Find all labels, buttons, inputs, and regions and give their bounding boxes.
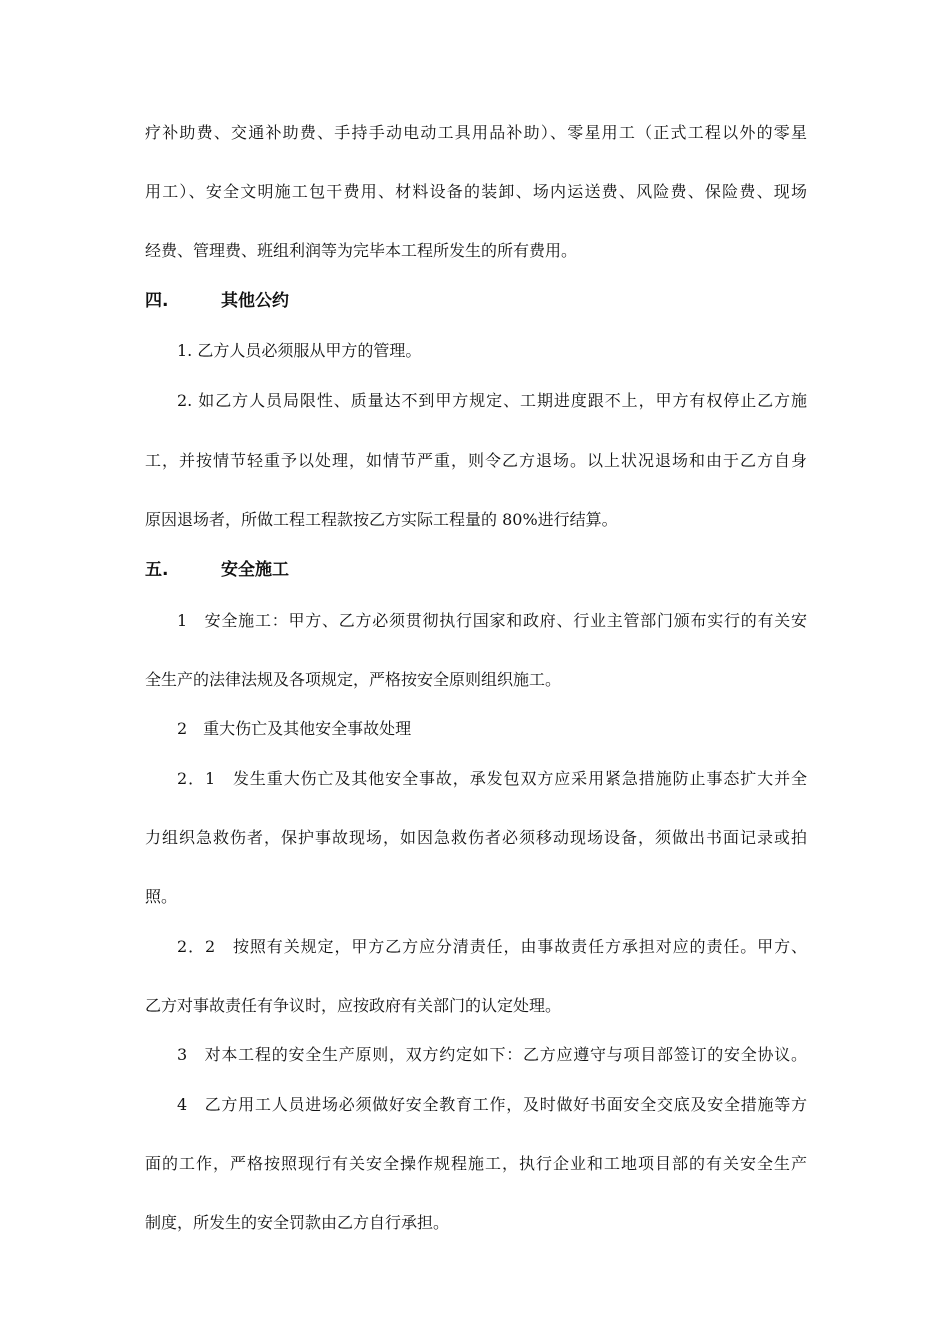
paragraph-line: 1. 乙方人员必须服从甲方的管理。 — [177, 341, 422, 360]
paragraph-line: 2．2 按照有关规定，甲方乙方应分清责任，由事故责任方承担对应的责任。甲方、 — [177, 937, 807, 956]
section-title: 其他公约 — [221, 291, 289, 311]
section-heading-4 — [145, 290, 289, 312]
paragraph-line: 经费、管理费、班组利润等为完毕本工程所发生的所有费用。 — [145, 241, 578, 260]
paragraph-line: 制度，所发生的安全罚款由乙方自行承担。 — [145, 1213, 450, 1232]
paragraph-line: 用工）、安全文明施工包干费用、材料设备的装卸、场内运送费、风险费、保险费、现场 — [145, 182, 807, 201]
paragraph-line: 照。 — [145, 887, 178, 906]
paragraph-line: 面的工作，严格按照现行有关安全操作规程施工，执行企业和工地项目部的有关安全生产 — [145, 1154, 807, 1173]
section-heading-5 — [145, 559, 289, 581]
paragraph-line: 全生产的法律法规及各项规定，严格按安全原则组织施工。 — [145, 670, 562, 689]
paragraph-line: 1 安全施工：甲方、乙方必须贯彻执行国家和政府、行业主管部门颁布实行的有关安 — [177, 611, 807, 630]
paragraph-line: 3 对本工程的安全生产原则，双方约定如下：乙方应遵守与项目部签订的安全协议。 — [177, 1045, 807, 1064]
section-number: 四. — [145, 291, 169, 311]
paragraph-line: 工，并按情节轻重予以处理，如情节严重，则令乙方退场。以上状况退场和由于乙方自身 — [145, 451, 807, 470]
section-title: 安全施工 — [221, 560, 289, 580]
paragraph-line: 2 重大伤亡及其他安全事故处理 — [177, 719, 412, 738]
paragraph-line: 疗补助费、交通补助费、手持手动电动工具用品补助）、零星用工（正式工程以外的零星 — [145, 123, 807, 142]
paragraph-line: 2. 如乙方人员局限性、质量达不到甲方规定、工期进度跟不上，甲方有权停止乙方施 — [177, 391, 807, 410]
section-number: 五. — [145, 560, 169, 580]
paragraph-line: 乙方对事故责任有争议时，应按政府有关部门的认定处理。 — [145, 996, 562, 1015]
paragraph-line: 力组织急救伤者，保护事故现场，如因急救伤者必须移动现场设备，须做出书面记录或拍 — [145, 828, 807, 847]
paragraph-line: 4 乙方用工人员进场必须做好安全教育工作，及时做好书面安全交底及安全措施等方 — [177, 1095, 807, 1114]
paragraph-line: 原因退场者，所做工程工程款按乙方实际工程量的 80%进行结算。 — [145, 510, 618, 529]
paragraph-line: 2．1 发生重大伤亡及其他安全事故，承发包双方应采用紧急措施防止事态扩大并全 — [177, 769, 807, 788]
